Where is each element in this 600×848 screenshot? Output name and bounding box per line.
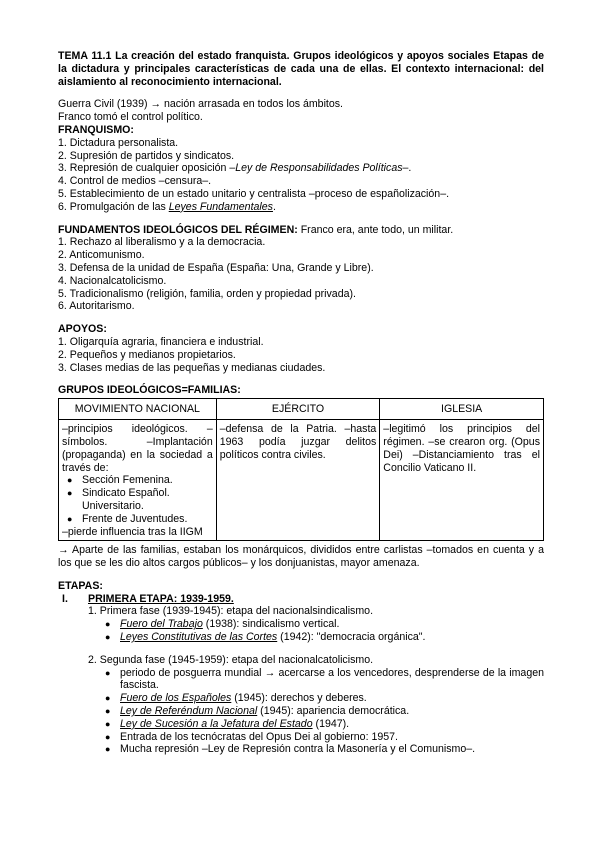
primera-fase bbox=[88, 605, 544, 643]
law-title-link: Fuero del Trabajo bbox=[120, 618, 203, 631]
fase-title: 2. Segunda fase (1945-1959): etapa del nacionalcatolicismo. bbox=[88, 653, 374, 666]
list-item: 2. Pequeños y medianos propietarios. bbox=[58, 348, 236, 361]
segunda-fase bbox=[88, 654, 544, 756]
list-item: 2. Supresión de partidos y sindicatos. bbox=[58, 149, 235, 162]
franquismo-list bbox=[58, 137, 544, 214]
list-item: 4. Control de medios –censura–. bbox=[58, 175, 212, 188]
list-item: 3. Clases medias de las pequeñas y medianas ciudades. bbox=[58, 361, 326, 374]
list-item: ● Fuero del Trabajo (1938): sindicalismo vertical. bbox=[120, 618, 544, 631]
list-item: ● Fuero de los Españoles (1945): derechos y deberes. bbox=[120, 692, 544, 705]
list-item: ● Entrada de los tecnócratas del Opus Dei al gobierno: 1957. bbox=[120, 731, 544, 744]
fundamentos-heading: FUNDAMENTOS IDEOLÓGICOS DEL RÉGIMEN: bbox=[58, 223, 298, 236]
document-page bbox=[58, 50, 544, 756]
column-header: IGLESIA bbox=[380, 399, 544, 420]
intro-line-1: Guerra Civil (1939) → nación arrasada en todos los ámbitos. bbox=[58, 98, 343, 111]
law-title-link: Fuero de los Españoles bbox=[120, 692, 232, 705]
list-item: ● Sindicato Español. Universitario. bbox=[82, 487, 213, 513]
column-header: MOVIMIENTO NACIONAL bbox=[59, 399, 217, 420]
law-title: Ley de Responsabilidades Políticas bbox=[235, 162, 403, 175]
law-title-link: Leyes Fundamentales bbox=[168, 200, 273, 213]
list-item: 6. Autoritarismo. bbox=[58, 300, 135, 313]
list-item: 5. Tradicionalismo (religión, familia, orden y propiedad privada). bbox=[58, 287, 356, 300]
ejercito-cell: –defensa de la Patria. –hasta 1963 podía juzgar delitos políticos contra civiles. bbox=[216, 420, 380, 541]
list-item: 1. Rechazo al liberalismo y a la democracia. bbox=[58, 236, 266, 249]
intro-line-2: Franco tomó el control político. bbox=[58, 111, 203, 124]
list-item: 1. Oligarquía agraria, financiera e industrial. bbox=[58, 335, 264, 348]
franquismo-heading: FRANQUISMO: bbox=[58, 123, 134, 136]
law-title-link: Ley de Referéndum Nacional bbox=[120, 705, 258, 718]
list-item: 6. Promulgación de las Leyes Fundamentales. bbox=[58, 200, 276, 213]
list-item: 4. Nacionalcatolicismo. bbox=[58, 274, 167, 287]
apoyos-list bbox=[58, 336, 544, 374]
iglesia-cell: –legitimó los principios del régimen. –se crearon org. (Opus Dei) –Distanciamiento tras el Concilio Vaticano II. bbox=[380, 420, 544, 541]
grupos-heading: GRUPOS IDEOLÓGICOS=FAMILIAS: bbox=[58, 384, 241, 397]
familias-note: → Aparte de las familias, estaban los monárquicos, divididos entre carlistas –tomados en cuenta y a los que se les dio altos cargos públicos– y los donjuanistas, mayor amenaza. bbox=[58, 544, 544, 570]
list-item: ● Sección Femenina. bbox=[82, 474, 213, 487]
list-item: ● Ley de Sucesión a la Jefatura del Estado (1947). bbox=[120, 718, 544, 731]
law-title-link: Ley de Sucesión a la Jefatura del Estado bbox=[120, 717, 313, 730]
list-item: ● periodo de posguerra mundial → acercarse a los vencedores, desprenderse de la imagen fascista. bbox=[120, 667, 544, 693]
fundamentos-list bbox=[58, 236, 544, 313]
familias-table bbox=[58, 398, 544, 541]
etapas-heading: ETAPAS: bbox=[58, 579, 103, 592]
list-item: ● Frente de Juventudes. bbox=[82, 513, 213, 526]
list-item: ● Ley de Referéndum Nacional (1945): apariencia democrática. bbox=[120, 705, 544, 718]
law-title-link: Leyes Constitutivas de las Cortes bbox=[120, 631, 278, 644]
fase-title: 1. Primera fase (1939-1945): etapa del nacionalsindicalismo. bbox=[88, 605, 374, 618]
list-item: 3. Represión de cualquier oposición –Ley de Responsabilidades Políticas–. bbox=[58, 162, 412, 175]
apoyos-heading: APOYOS: bbox=[58, 323, 107, 336]
list-item: ● Leyes Constitutivas de las Cortes (1942): "democracia orgánica". bbox=[120, 631, 544, 644]
document-title: TEMA 11.1 La creación del estado franquista. Grupos ideológicos y apoyos sociales Etapas de la dictadura y principales características de cada una de ellas. El contexto internacional: del aislamiento al reconocimiento internacional. bbox=[58, 50, 544, 88]
movimiento-cell: –principios ideológicos. –símbolos. –Implantación (propaganda) en la sociedad a través de: ● Sección Femenina. ● Sindicato Español. Universitario. ● Frente de Juventudes. –pierde influencia tras la IIGM bbox=[59, 420, 217, 541]
list-item: 1. Dictadura personalista. bbox=[58, 136, 179, 149]
list-item: ● Mucha represión –Ley de Represión contra la Masonería y el Comunismo–. bbox=[120, 743, 544, 756]
list-item: 3. Defensa de la unidad de España (España: Una, Grande y Libre). bbox=[58, 261, 374, 274]
list-item: 5. Establecimiento de un estado unitario y centralista –proceso de españolización–. bbox=[58, 187, 450, 200]
column-header: EJÉRCITO bbox=[216, 399, 380, 420]
fundamentos-heading-line: FUNDAMENTOS IDEOLÓGICOS DEL RÉGIMEN: Franco era, ante todo, un militar. bbox=[58, 223, 454, 236]
list-item: 2. Anticomunismo. bbox=[58, 249, 145, 262]
primera-etapa-heading: I. PRIMERA ETAPA: 1939-1959. bbox=[62, 592, 234, 605]
